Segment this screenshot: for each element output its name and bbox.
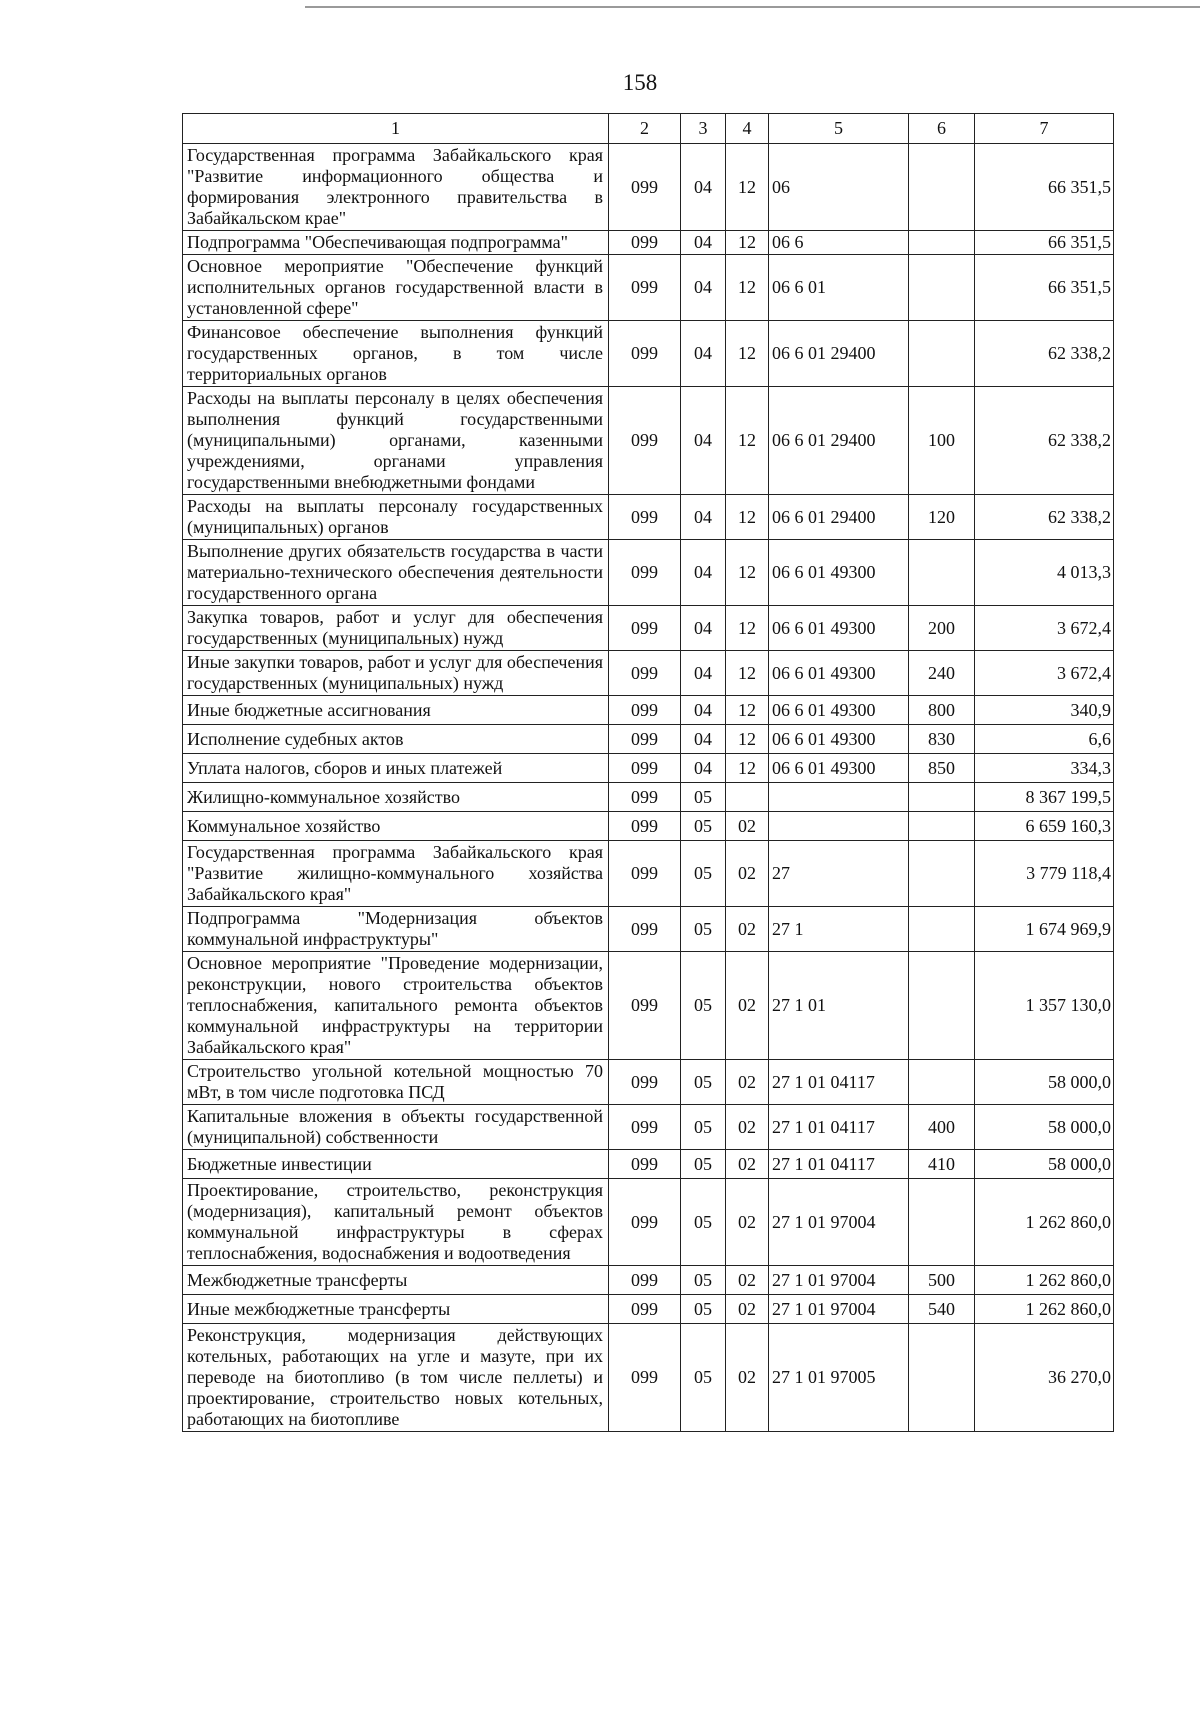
row-amount-cell: 1 262 860,0	[975, 1266, 1114, 1295]
table-row	[183, 1150, 1114, 1179]
row-subsection-cell: 02	[726, 1150, 769, 1179]
page-number: 158	[622, 70, 658, 95]
row-section-cell: 04	[681, 255, 726, 321]
row-subsection-cell: 12	[726, 231, 769, 255]
row-subsection-cell: 12	[726, 321, 769, 387]
row-target-article-cell: 27 1 01 04117	[769, 1150, 909, 1179]
row-name-cell: Строительство угольной котельной мощностью 70 мВт, в том числе подготовка ПСД	[183, 1060, 609, 1105]
table-row	[183, 606, 1114, 651]
row-amount-cell: 66 351,5	[975, 231, 1114, 255]
row-target-article-cell: 27 1	[769, 907, 909, 952]
row-expense-type-cell	[909, 783, 975, 812]
row-expense-type-cell	[909, 321, 975, 387]
row-name-cell: Проектирование, строительство, реконструкция (модернизация), капитальный ремонт объектов коммунальной инфраструктуры в сферах теплоснабжения, водоснабжения и водоотведения	[183, 1179, 609, 1266]
header-cell: 1	[183, 114, 609, 144]
row-expense-type-cell: 240	[909, 651, 975, 696]
row-section-cell: 04	[681, 606, 726, 651]
row-ministry-code-cell: 099	[609, 696, 681, 725]
row-target-article-cell: 06 6 01	[769, 255, 909, 321]
budget-table	[182, 113, 1114, 1432]
row-expense-type-cell	[909, 1179, 975, 1266]
row-ministry-code-cell: 099	[609, 1150, 681, 1179]
row-subsection-cell: 02	[726, 1105, 769, 1150]
header-cell: 7	[975, 114, 1114, 144]
row-subsection-cell: 02	[726, 1060, 769, 1105]
row-subsection-cell	[726, 783, 769, 812]
row-subsection-cell: 12	[726, 754, 769, 783]
row-name-cell: Иные закупки товаров, работ и услуг для обеспечения государственных (муниципальных) нужд	[183, 651, 609, 696]
row-ministry-code-cell: 099	[609, 321, 681, 387]
row-amount-cell: 36 270,0	[975, 1324, 1114, 1432]
row-amount-cell: 62 338,2	[975, 321, 1114, 387]
table-row	[183, 321, 1114, 387]
row-ministry-code-cell: 099	[609, 907, 681, 952]
table-row	[183, 387, 1114, 495]
row-amount-cell: 66 351,5	[975, 144, 1114, 231]
table-row	[183, 255, 1114, 321]
row-target-article-cell: 06 6	[769, 231, 909, 255]
row-name-cell: Расходы на выплаты персоналу государственных (муниципальных) органов	[183, 495, 609, 540]
row-ministry-code-cell: 099	[609, 651, 681, 696]
row-ministry-code-cell: 099	[609, 1179, 681, 1266]
table-row	[183, 540, 1114, 606]
row-amount-cell: 3 672,4	[975, 606, 1114, 651]
row-subsection-cell: 12	[726, 255, 769, 321]
header-cell: 6	[909, 114, 975, 144]
table-row	[183, 651, 1114, 696]
row-section-cell: 04	[681, 144, 726, 231]
row-amount-cell: 1 674 969,9	[975, 907, 1114, 952]
row-expense-type-cell	[909, 841, 975, 907]
row-section-cell: 05	[681, 1295, 726, 1324]
row-name-cell: Закупка товаров, работ и услуг для обеспечения государственных (муниципальных) нужд	[183, 606, 609, 651]
row-amount-cell: 58 000,0	[975, 1150, 1114, 1179]
row-amount-cell: 3 672,4	[975, 651, 1114, 696]
row-expense-type-cell: 120	[909, 495, 975, 540]
row-target-article-cell: 27 1 01 97004	[769, 1295, 909, 1324]
row-section-cell: 05	[681, 1266, 726, 1295]
row-ministry-code-cell: 099	[609, 540, 681, 606]
row-ministry-code-cell: 099	[609, 1266, 681, 1295]
row-subsection-cell: 02	[726, 1324, 769, 1432]
row-ministry-code-cell: 099	[609, 812, 681, 841]
row-subsection-cell: 02	[726, 841, 769, 907]
row-ministry-code-cell: 099	[609, 231, 681, 255]
row-ministry-code-cell: 099	[609, 1295, 681, 1324]
row-target-article-cell: 27 1 01 97004	[769, 1266, 909, 1295]
row-section-cell: 04	[681, 651, 726, 696]
table-row	[183, 1266, 1114, 1295]
row-target-article-cell: 06 6 01 49300	[769, 606, 909, 651]
row-amount-cell: 340,9	[975, 696, 1114, 725]
row-section-cell: 04	[681, 696, 726, 725]
row-expense-type-cell: 540	[909, 1295, 975, 1324]
row-ministry-code-cell: 099	[609, 1060, 681, 1105]
row-name-cell: Иные межбюджетные трансферты	[183, 1295, 609, 1324]
row-section-cell: 04	[681, 540, 726, 606]
row-section-cell: 04	[681, 387, 726, 495]
row-ministry-code-cell: 099	[609, 387, 681, 495]
row-ministry-code-cell: 099	[609, 783, 681, 812]
row-target-article-cell: 06 6 01 29400	[769, 321, 909, 387]
row-target-article-cell: 06 6 01 49300	[769, 651, 909, 696]
row-name-cell: Основное мероприятие "Проведение модернизации, реконструкции, нового строительства объектов теплоснабжения, капитального ремонта объектов коммунальной инфраструктуры на территории Забайкальского края"	[183, 952, 609, 1060]
row-ministry-code-cell: 099	[609, 495, 681, 540]
header-cell: 3	[681, 114, 726, 144]
row-name-cell: Коммунальное хозяйство	[183, 812, 609, 841]
row-name-cell: Государственная программа Забайкальского края "Развитие информационного общества и формирования электронного правительства в Забайкальском крае"	[183, 144, 609, 231]
row-amount-cell: 8 367 199,5	[975, 783, 1114, 812]
row-ministry-code-cell: 099	[609, 754, 681, 783]
row-target-article-cell: 27 1 01 97004	[769, 1179, 909, 1266]
row-section-cell: 04	[681, 754, 726, 783]
row-amount-cell: 1 262 860,0	[975, 1295, 1114, 1324]
row-expense-type-cell	[909, 540, 975, 606]
row-name-cell: Иные бюджетные ассигнования	[183, 696, 609, 725]
row-expense-type-cell	[909, 907, 975, 952]
row-name-cell: Подпрограмма "Модернизация объектов коммунальной инфраструктуры"	[183, 907, 609, 952]
header-cell: 2	[609, 114, 681, 144]
table-row	[183, 1324, 1114, 1432]
table-row	[183, 1179, 1114, 1266]
row-amount-cell: 58 000,0	[975, 1105, 1114, 1150]
row-section-cell: 04	[681, 321, 726, 387]
row-expense-type-cell: 800	[909, 696, 975, 725]
row-target-article-cell: 06 6 01 49300	[769, 696, 909, 725]
row-target-article-cell: 27 1 01	[769, 952, 909, 1060]
row-section-cell: 04	[681, 495, 726, 540]
header-row	[183, 114, 1114, 144]
table-row	[183, 725, 1114, 754]
row-section-cell: 05	[681, 841, 726, 907]
row-amount-cell: 1 357 130,0	[975, 952, 1114, 1060]
row-subsection-cell: 02	[726, 1179, 769, 1266]
table-row	[183, 754, 1114, 783]
row-section-cell: 05	[681, 783, 726, 812]
row-subsection-cell: 12	[726, 606, 769, 651]
row-expense-type-cell: 100	[909, 387, 975, 495]
row-expense-type-cell	[909, 255, 975, 321]
header-cell: 5	[769, 114, 909, 144]
row-subsection-cell: 02	[726, 907, 769, 952]
row-name-cell: Жилищно-коммунальное хозяйство	[183, 783, 609, 812]
row-expense-type-cell: 830	[909, 725, 975, 754]
row-target-article-cell: 27 1 01 04117	[769, 1105, 909, 1150]
table-row	[183, 231, 1114, 255]
row-expense-type-cell: 400	[909, 1105, 975, 1150]
row-amount-cell: 62 338,2	[975, 387, 1114, 495]
row-subsection-cell: 12	[726, 495, 769, 540]
table-row	[183, 1105, 1114, 1150]
row-section-cell: 05	[681, 1150, 726, 1179]
table-row	[183, 783, 1114, 812]
row-amount-cell: 334,3	[975, 754, 1114, 783]
row-expense-type-cell	[909, 231, 975, 255]
row-name-cell: Капитальные вложения в объекты государственной (муниципальной) собственности	[183, 1105, 609, 1150]
row-name-cell: Государственная программа Забайкальского края "Развитие жилищно-коммунального хозяйства Забайкальского края"	[183, 841, 609, 907]
row-name-cell: Уплата налогов, сборов и иных платежей	[183, 754, 609, 783]
row-name-cell: Подпрограмма "Обеспечивающая подпрограмма"	[183, 231, 609, 255]
row-target-article-cell: 27 1 01 04117	[769, 1060, 909, 1105]
row-target-article-cell: 27	[769, 841, 909, 907]
row-subsection-cell: 12	[726, 696, 769, 725]
row-subsection-cell: 02	[726, 952, 769, 1060]
row-ministry-code-cell: 099	[609, 725, 681, 754]
table-body	[183, 144, 1114, 1432]
table-row	[183, 1295, 1114, 1324]
row-amount-cell: 66 351,5	[975, 255, 1114, 321]
row-subsection-cell: 12	[726, 144, 769, 231]
row-name-cell: Финансовое обеспечение выполнения функций государственных органов, в том числе территориальных органов	[183, 321, 609, 387]
row-name-cell: Бюджетные инвестиции	[183, 1150, 609, 1179]
row-section-cell: 05	[681, 1105, 726, 1150]
row-ministry-code-cell: 099	[609, 841, 681, 907]
row-target-article-cell: 06 6 01 49300	[769, 540, 909, 606]
row-subsection-cell: 12	[726, 725, 769, 754]
row-amount-cell: 58 000,0	[975, 1060, 1114, 1105]
row-ministry-code-cell: 099	[609, 952, 681, 1060]
header-cell: 4	[726, 114, 769, 144]
row-section-cell: 05	[681, 1060, 726, 1105]
row-section-cell: 05	[681, 1324, 726, 1432]
row-name-cell: Межбюджетные трансферты	[183, 1266, 609, 1295]
row-section-cell: 05	[681, 812, 726, 841]
row-amount-cell: 6,6	[975, 725, 1114, 754]
row-name-cell: Расходы на выплаты персоналу в целях обеспечения выполнения функций государственными (муниципальными) органами, казенными учреждениями, органами управления государственными внебюджетными фондами	[183, 387, 609, 495]
row-ministry-code-cell: 099	[609, 1105, 681, 1150]
row-section-cell: 04	[681, 725, 726, 754]
row-name-cell: Исполнение судебных актов	[183, 725, 609, 754]
row-subsection-cell: 12	[726, 651, 769, 696]
row-subsection-cell: 02	[726, 1295, 769, 1324]
row-amount-cell: 6 659 160,3	[975, 812, 1114, 841]
row-expense-type-cell	[909, 812, 975, 841]
table-row	[183, 841, 1114, 907]
row-section-cell: 05	[681, 1179, 726, 1266]
row-name-cell: Выполнение других обязательств государства в части материально-технического обеспечения деятельности государственного органа	[183, 540, 609, 606]
table-row	[183, 144, 1114, 231]
row-target-article-cell	[769, 783, 909, 812]
row-expense-type-cell	[909, 1324, 975, 1432]
row-expense-type-cell: 500	[909, 1266, 975, 1295]
row-expense-type-cell	[909, 144, 975, 231]
table-row	[183, 696, 1114, 725]
row-amount-cell: 62 338,2	[975, 495, 1114, 540]
row-target-article-cell: 06 6 01 49300	[769, 725, 909, 754]
row-expense-type-cell	[909, 952, 975, 1060]
row-subsection-cell: 02	[726, 1266, 769, 1295]
row-ministry-code-cell: 099	[609, 606, 681, 651]
row-section-cell: 04	[681, 231, 726, 255]
row-section-cell: 05	[681, 952, 726, 1060]
row-target-article-cell: 06	[769, 144, 909, 231]
row-ministry-code-cell: 099	[609, 144, 681, 231]
table-row	[183, 952, 1114, 1060]
row-expense-type-cell: 410	[909, 1150, 975, 1179]
row-amount-cell: 3 779 118,4	[975, 841, 1114, 907]
row-ministry-code-cell: 099	[609, 255, 681, 321]
row-target-article-cell: 06 6 01 29400	[769, 495, 909, 540]
row-expense-type-cell: 200	[909, 606, 975, 651]
row-expense-type-cell: 850	[909, 754, 975, 783]
row-subsection-cell: 12	[726, 540, 769, 606]
row-target-article-cell: 06 6 01 29400	[769, 387, 909, 495]
row-target-article-cell: 27 1 01 97005	[769, 1324, 909, 1432]
row-name-cell: Основное мероприятие "Обеспечение функций исполнительных органов государственной власти в установленной сфере"	[183, 255, 609, 321]
row-expense-type-cell	[909, 1060, 975, 1105]
row-name-cell: Реконструкция, модернизация действующих котельных, работающих на угле и мазуте, при их переводе на биотопливо (в том числе пеллеты) и проектирование, строительство новых котельных, работающих на биотопливе	[183, 1324, 609, 1432]
table-row	[183, 1060, 1114, 1105]
row-target-article-cell	[769, 812, 909, 841]
table-row	[183, 907, 1114, 952]
row-ministry-code-cell: 099	[609, 1324, 681, 1432]
row-subsection-cell: 12	[726, 387, 769, 495]
row-amount-cell: 4 013,3	[975, 540, 1114, 606]
table-row	[183, 812, 1114, 841]
row-target-article-cell: 06 6 01 49300	[769, 754, 909, 783]
row-amount-cell: 1 262 860,0	[975, 1179, 1114, 1266]
table-row	[183, 495, 1114, 540]
top-rule	[305, 6, 1200, 8]
row-subsection-cell: 02	[726, 812, 769, 841]
row-section-cell: 05	[681, 907, 726, 952]
